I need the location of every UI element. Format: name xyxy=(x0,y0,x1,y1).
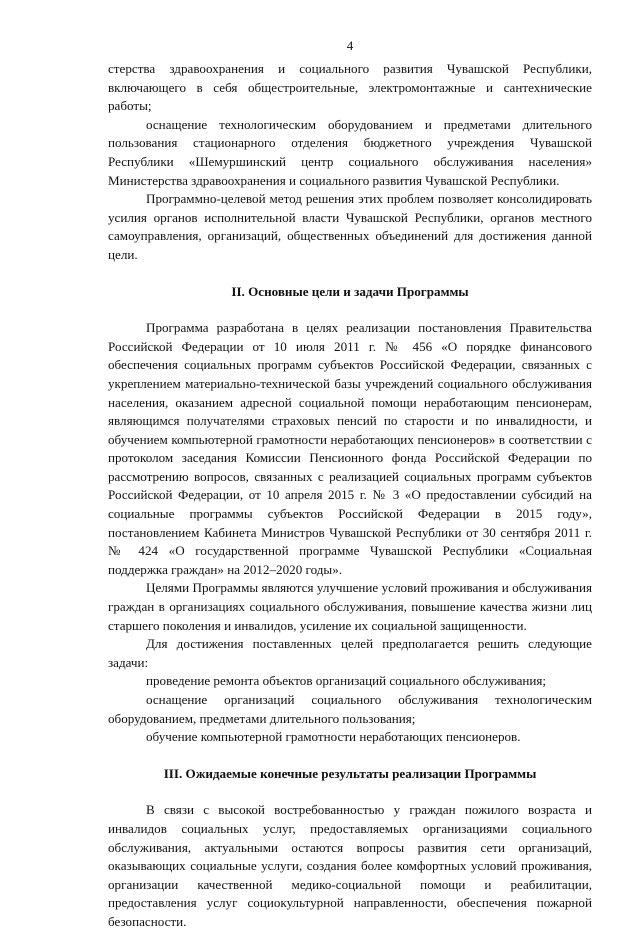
section-2-paragraph-basis: Программа разработана в целях реализации постановления Правительства Российской Федерации от 10 июля 2011 г. № 456 «О порядке финансового обеспечения социальных программ субъектов Российской Федерации, связанных с укреплением материально-технической базы учреждений социального обслуживания населения, оказанием адресной социальной помощи неработающим пенсионерам, являющимся получателями страховых пенсий по старости и по инвалидности, и обучением компьютерной грамотности неработающих пенсионеров» в соответствии с протоколом заседания Комиссии Пенсионного фонда Российской Федерации по рассмотрению вопросов, связанных с реализацией социальных программ субъектов Российской Федерации, от 10 апреля 2015 г. № 3 «О предоставлении субсидий на социальные программы субъектов Российской Федерации в 2015 году», постановлением Кабинета Министров Чувашской Республики от 30 сентября 2011 г. № 424 «О государственной программе Чувашской Республики «Социальная поддержка граждан» на 2012–2020 годы». xyxy=(108,320,592,577)
section-3-paragraph-results: В связи с высокой востребованностью у граждан пожилого возраста и инвалидов социальных услуг, предоставляемых организациями социального обслуживания, актуальными остаются вопросы развития сети организаций, оказывающих социальные услуги, создания более комфортных условий проживания, организации качественной медико-социальной помощи и реабилитации, предоставления услуг социокультурной направленности, обеспечения пожарной безопасности. xyxy=(108,802,592,929)
page-number: 4 xyxy=(346,38,354,53)
intro-paragraph-continuation: стерства здравоохранения и социального развития Чувашской Республики, включающего в себя общестроительные, электромонтажные и сантехнические работы; xyxy=(108,61,592,114)
section-2-heading: II. Основные цели и задачи Программы xyxy=(231,283,469,299)
section-3-heading: III. Ожидаемые конечные результаты реализации Программы xyxy=(163,765,537,781)
section-2-task-repair: проведение ремонта объектов организаций социального обслуживания; xyxy=(146,673,547,689)
section-2-task-equipment: оснащение организаций социального обслуживания технологическим оборудованием, предметами длительного пользования; xyxy=(108,692,592,726)
document-page xyxy=(108,38,592,932)
section-2-task-training: обучение компьютерной грамотности неработающих пенсионеров. xyxy=(146,729,521,745)
intro-paragraph-method: Программно-целевой метод решения этих проблем позволяет консолидировать усилия органов исполнительной власти Чувашской Республики, органов местного самоуправления, организаций, общественных объединений для достижения данной цели. xyxy=(108,191,592,262)
section-2-paragraph-tasks-intro: Для достижения поставленных целей предполагается решить следующие задачи: xyxy=(108,636,592,670)
section-2-paragraph-goals: Целями Программы являются улучшение условий проживания и обслуживания граждан в организациях социального обслуживания, повышение качества жизни лиц старшего поколения и инвалидов, усиление их социальной защищенности. xyxy=(108,580,592,633)
intro-paragraph-equipment: оснащение технологическим оборудованием и предметами длительного пользования стационарного отделения бюджетного учреждения Чувашской Республики «Шемуршинский центр социального обслуживания населения» Министерства здравоохранения и социального развития Чувашской Республики. xyxy=(108,116,592,188)
